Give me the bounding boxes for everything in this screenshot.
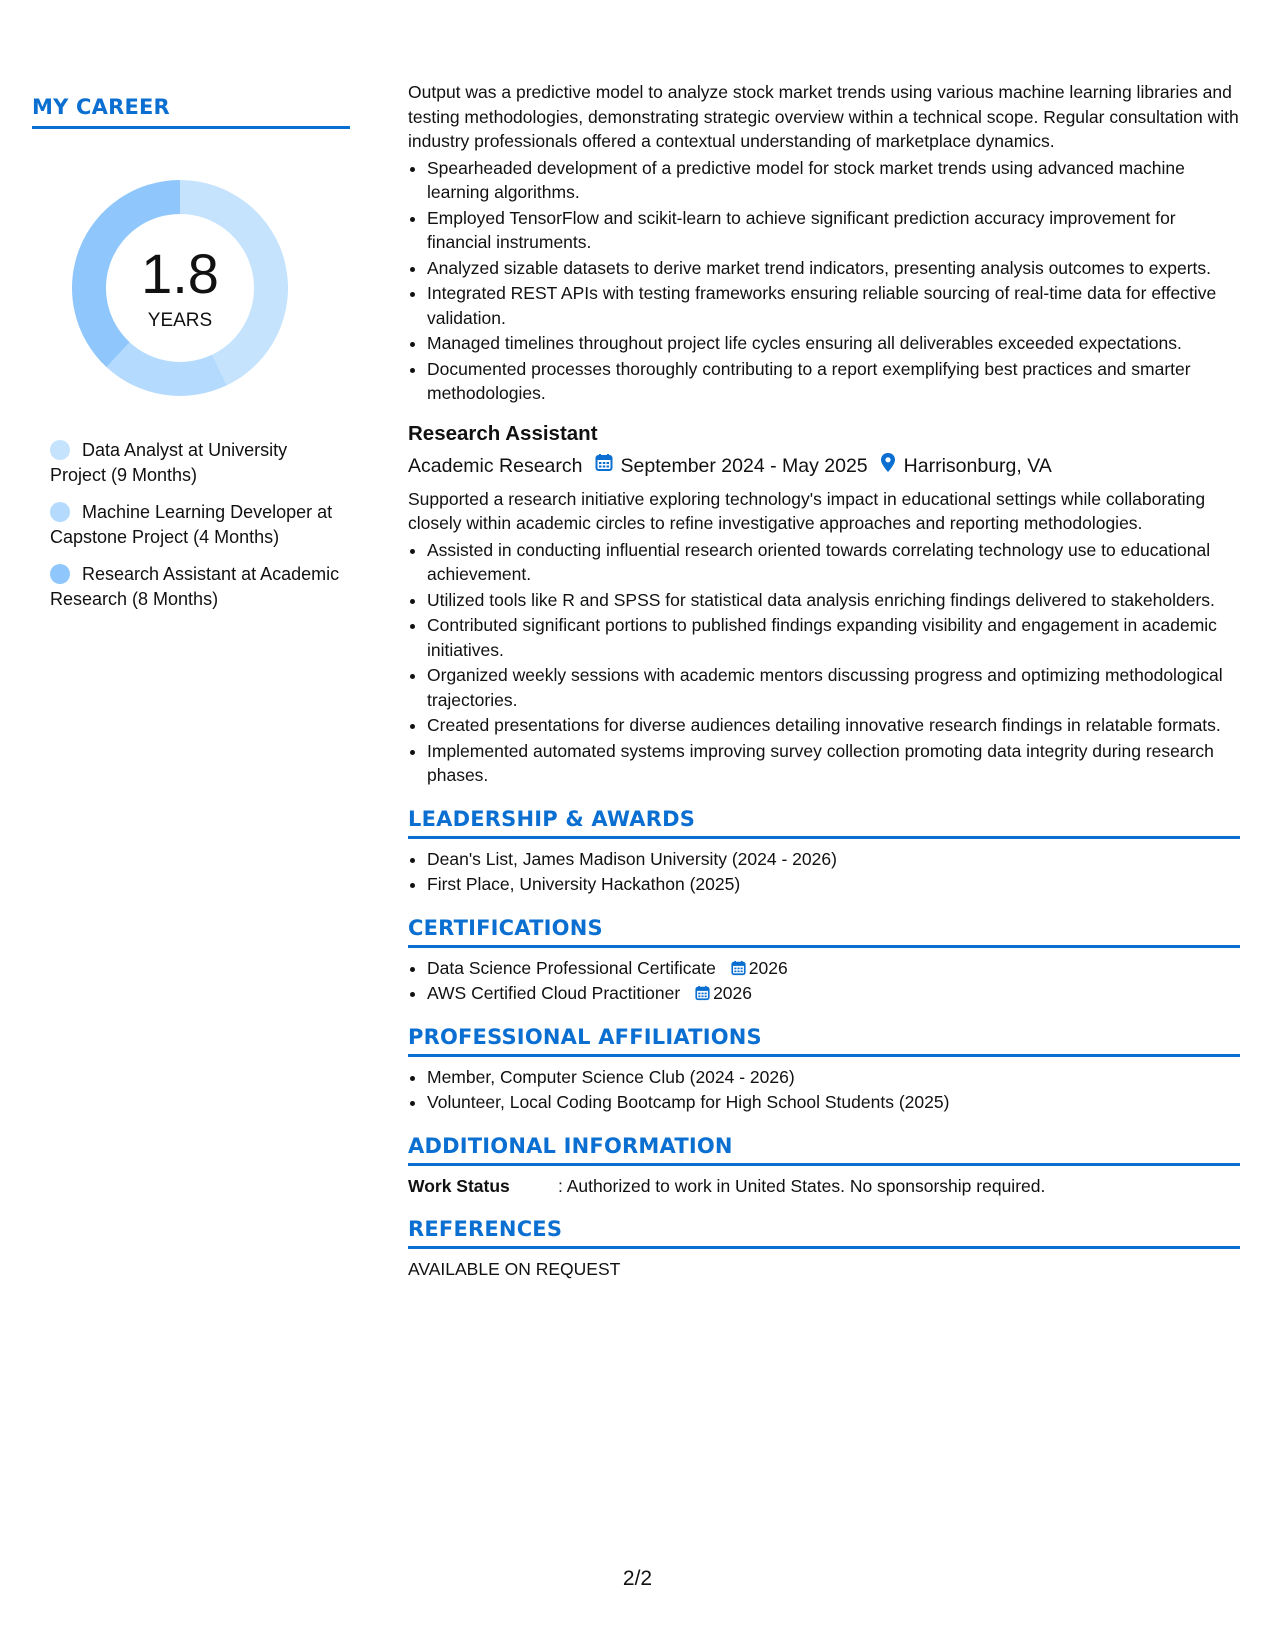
job-bullets: [408, 538, 1240, 788]
job-location: Harrisonburg, VA: [903, 455, 1052, 477]
project-bullets: [408, 156, 1240, 406]
job-company: Academic Research: [408, 455, 583, 477]
certifications-title: CERTIFICATIONS: [408, 915, 603, 940]
section-divider: [408, 1246, 1240, 1249]
legend-dot: [50, 440, 70, 460]
job-dates: September 2024 - May 2025: [620, 455, 868, 477]
section-divider: [32, 126, 350, 129]
list-item: • Documented processes thoroughly contributing to a report exemplifying best practices and smarter methodologies.: [427, 357, 1240, 406]
references-text: AVAILABLE ON REQUEST: [408, 1259, 621, 1279]
legend-label: Data Analyst at University Project (9 Months): [50, 440, 288, 485]
career-years-value: 1.8: [141, 242, 219, 305]
references-section: [408, 1216, 1240, 1282]
section-divider: [408, 1054, 1240, 1057]
list-item: • Organized weekly sessions with academic mentors discussing progress and optimizing methodological trajectories.: [427, 663, 1240, 712]
list-item: • Created presentations for diverse audiences detailing innovative research findings in relatable formats.: [427, 713, 1240, 738]
legend-label: Machine Learning Developer at Capstone Project (4 Months): [50, 502, 333, 547]
list-item: • Contributed significant portions to published findings expanding visibility and engagement in academic initiatives.: [427, 613, 1240, 662]
list-item: [427, 956, 1240, 981]
job-meta: [408, 452, 1240, 481]
page-number: 2/2: [622, 1567, 653, 1590]
leadership-list: [408, 847, 1240, 897]
list-item: • Member, Computer Science Club (2024 - 2026): [427, 1065, 1240, 1090]
list-item: • Integrated REST APIs with testing frameworks ensuring reliable sourcing of real-time data for effective validation.: [427, 281, 1240, 330]
legend-item: [50, 562, 340, 612]
certifications-section: [408, 915, 1240, 1006]
career-sidebar: [32, 94, 350, 624]
leadership-title: LEADERSHIP & AWARDS: [408, 806, 696, 831]
certificate-year: 2026: [748, 957, 788, 978]
project-description: Output was a predictive model to analyze stock market trends using various machine learning libraries and testing methodologies, demonstrating strategic overview within a technical scope. Regular consultation with industry professionals offered a contextual understanding of marketplace dynamics.: [408, 82, 1239, 151]
leadership-section: [408, 806, 1240, 897]
donut-center: [66, 174, 294, 402]
list-item: • Managed timelines throughout project life cycles ensuring all deliverables exceeded expectations.: [427, 331, 1240, 356]
list-item: [427, 981, 1240, 1006]
list-item: • Implemented automated systems improving survey collection promoting data integrity during research phases.: [427, 739, 1240, 788]
list-item: • Employed TensorFlow and scikit-learn to achieve significant prediction accuracy improvement for financial instruments.: [427, 206, 1240, 255]
certificate-name: Data Science Professional Certificate: [427, 957, 716, 978]
list-item: • Analyzed sizable datasets to derive market trend indicators, presenting analysis outcomes to experts.: [427, 256, 1240, 281]
list-item: • First Place, University Hackathon (2025): [427, 872, 1240, 897]
job-title: Research Assistant: [408, 421, 598, 445]
legend-label: Research Assistant at Academic Research (8 Months): [50, 564, 340, 609]
calendar-icon: [595, 452, 613, 480]
work-status-label: Work Status: [408, 1175, 510, 1196]
affiliations-section: [408, 1024, 1240, 1115]
list-item: • Assisted in conducting influential research oriented towards correlating technology use to educational achievement.: [427, 538, 1240, 587]
list-item: • Utilized tools like R and SPSS for statistical data analysis enriching findings delivered to stakeholders.: [427, 588, 1240, 613]
certifications-list: [408, 956, 1240, 1006]
list-item: • Volunteer, Local Coding Bootcamp for High School Students (2025): [427, 1090, 1240, 1115]
calendar-icon: [695, 983, 713, 1003]
career-donut-chart: [66, 174, 294, 402]
section-divider: [408, 1163, 1240, 1166]
career-years-unit: YEARS: [147, 310, 213, 331]
certificate-name: AWS Certified Cloud Practitioner: [427, 983, 681, 1003]
work-status-value: : Authorized to work in United States. No sponsorship required.: [558, 1175, 1046, 1196]
legend-dot: [50, 502, 70, 522]
affiliations-list: [408, 1065, 1240, 1115]
section-divider: [408, 945, 1240, 948]
job-description: Supported a research initiative exploring technology's impact in educational settings while collaborating closely within academic circles to refine investigative approaches and reporting methodologies.: [408, 488, 1206, 533]
affiliations-title: PROFESSIONAL AFFILIATIONS: [408, 1024, 762, 1049]
experience-column: [408, 80, 1240, 1282]
additional-info-title: ADDITIONAL INFORMATION: [408, 1133, 733, 1158]
list-item: • Dean's List, James Madison University (2024 - 2026): [427, 847, 1240, 872]
list-item: • Spearheaded development of a predictive model for stock market trends using advanced machine learning algorithms.: [427, 156, 1240, 205]
my-career-title: MY CAREER: [32, 95, 170, 119]
references-title: REFERENCES: [408, 1217, 563, 1241]
legend-item: [50, 438, 340, 488]
location-pin-icon: [880, 452, 896, 481]
additional-info-section: [408, 1133, 1240, 1199]
calendar-icon: [731, 958, 749, 978]
legend-dot: [50, 564, 70, 584]
career-legend: [50, 438, 340, 612]
certificate-year: 2026: [713, 983, 753, 1003]
legend-item: [50, 500, 340, 550]
section-divider: [408, 836, 1240, 839]
work-status-row: [408, 1174, 1240, 1199]
